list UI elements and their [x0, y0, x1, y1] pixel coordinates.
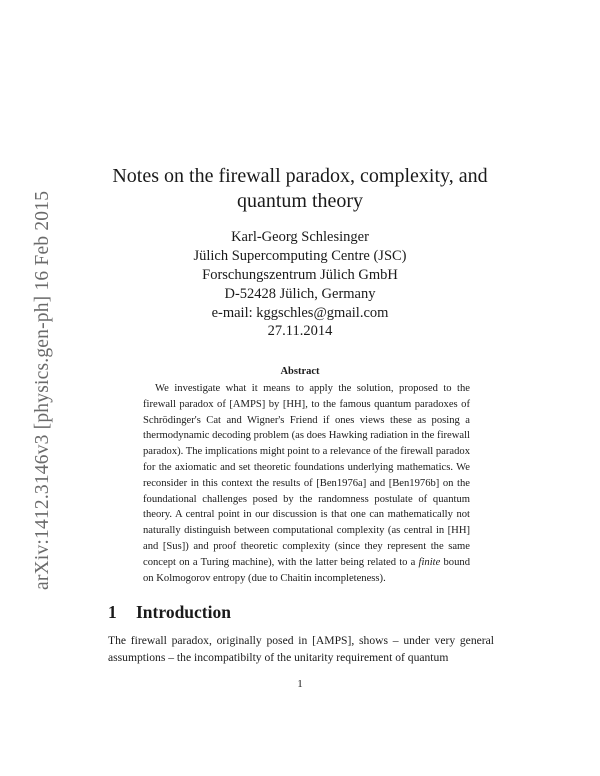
- abstract-heading: Abstract: [280, 366, 320, 377]
- author-affiliation-2: Forschungszentrum Jülich GmbH: [202, 267, 398, 283]
- intro-paragraph: The firewall paradox, originally posed in [AMPS], shows – under very general assumptions – the incompatibilty of the unitarity requirement of quantum: [108, 634, 494, 664]
- author-block: [80, 228, 520, 323]
- title-line-1: Notes on the firewall paradox, complexity, and: [112, 165, 488, 187]
- author-name: Karl-Georg Schlesinger: [231, 229, 369, 245]
- author-address: D-52428 Jülich, Germany: [224, 286, 376, 302]
- abstract-emphasis: finite: [418, 556, 441, 568]
- author-affiliation-1: Jülich Supercomputing Centre (JSC): [193, 248, 407, 264]
- paper-date: 27.11.2014: [267, 323, 333, 339]
- abstract-body: [143, 381, 470, 586]
- section-title: Introduction: [136, 602, 231, 622]
- section-heading: [108, 602, 231, 623]
- page-number: 1: [297, 678, 303, 690]
- paper-title: [80, 164, 520, 214]
- section-number: 1: [108, 602, 117, 622]
- author-email: e-mail: kggschles@gmail.com: [211, 305, 389, 321]
- arxiv-identifier: arXiv:1412.3146v3 [physics.gen-ph] 16 Feb 2015: [32, 190, 53, 590]
- title-line-2: quantum theory: [236, 190, 364, 212]
- abstract-text-part-1: We investigate what it means to apply the solution, proposed to the firewall paradox of [AMPS] by [HH], to the famous quantum paradoxes of Schrödinger's Cat and Wigner's Friend if ones views these as posing a thermodynamic decoding problem (as does Hawking radiation in the firewall paradox). The implications might point to a relevance of the firewall paradox for the axiomatic and set theoretic foundations underlying mathematics. We reconsider in this context the results of [Ben1976a] and [Ben1976b] on the foundational challenges posed by the randomness postulate of quantum theory. A central point in our discussion is that one can mathematically not naturally distinguish between computational complexity (as central in [HH] and [Sus]) and proof theoretic complexity (since they represent the same concept on a Turing machine), with the latter being related to a: [143, 383, 470, 568]
- abstract-text-part-2: bound on Kolmogorov entropy (due to Chaitin incompleteness).: [143, 556, 470, 584]
